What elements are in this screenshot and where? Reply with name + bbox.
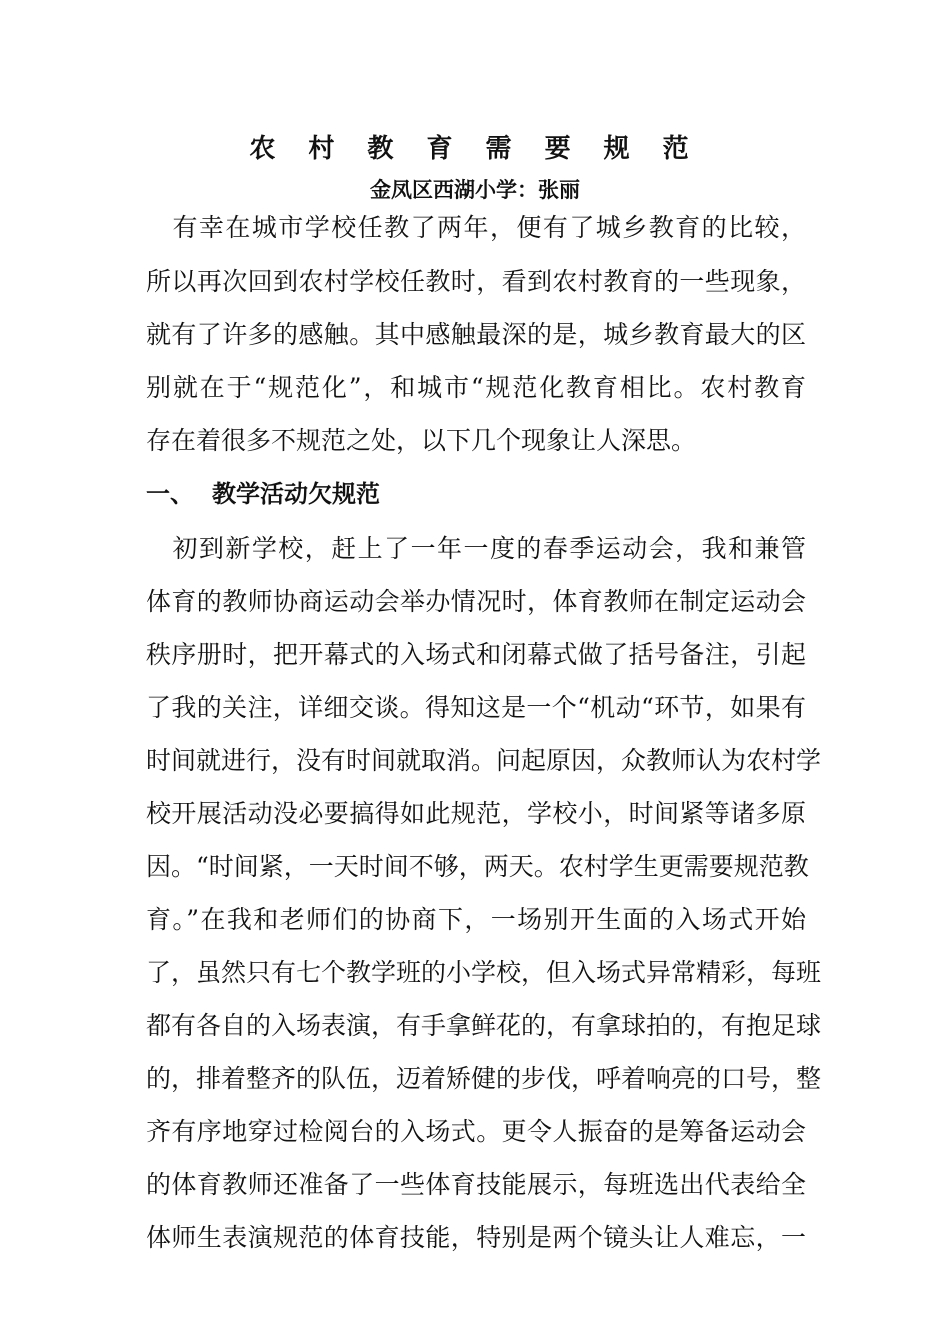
body-line: 齐有序地穿过检阅台的入场式。更令人振奋的是筹备运动会 [146, 1117, 806, 1146]
intro-line: 所以再次回到农村学校任教时，看到农村教育的一些现象， [146, 267, 806, 296]
body-line: 秩序册时，把开幕式的入场式和闭幕式做了括号备注，引起 [146, 640, 806, 669]
section-number: 一、 [146, 480, 194, 508]
body-line: 体师生表演规范的体育技能，特别是两个镜头让人难忘，一 [146, 1223, 806, 1252]
section-title: 教学活动欠规范 [212, 480, 380, 508]
body-line: 校开展活动没必要搞得如此规范，学校小，时间紧等诸多原 [146, 799, 806, 828]
intro-line: 别就在于“规范化”，和城市“规范化教育相比。农村教育 [146, 373, 806, 402]
section-heading [146, 477, 806, 511]
intro-line: 有幸在城市学校任教了两年，便有了城乡教育的比较， [146, 213, 806, 242]
author-line: 金凤区西湖小学：张丽 [370, 178, 580, 202]
body-line: 体育的教师协商运动会举办情况时，体育教师在制定运动会 [146, 587, 806, 616]
intro-line: 存在着很多不规范之处，以下几个现象让人深思。 [146, 426, 697, 455]
body-line: 育。”在我和老师们的协商下，一场别开生面的入场式开始 [146, 905, 806, 934]
document-title: 农 村 教 育 需 要 规 范 [249, 134, 701, 164]
body-line: 的，排着整齐的队伍，迈着矫健的步伐，呼着响亮的口号，整 [146, 1064, 822, 1093]
body-line: 都有各自的入场表演，有手拿鲜花的，有拿球拍的，有抱足球 [146, 1011, 822, 1040]
body-line: 了，虽然只有七个教学班的小学校，但入场式异常精彩，每班 [146, 958, 822, 987]
body-line: 时间就进行，没有时间就取消。问起原因，众教师认为农村学 [146, 746, 822, 775]
body-line: 了我的关注，详细交谈。得知这是一个“机动“环节，如果有 [146, 693, 806, 722]
body-line: 的体育教师还准备了一些体育技能展示，每班选出代表给全 [146, 1170, 806, 1199]
body-line: 初到新学校，赶上了一年一度的春季运动会，我和兼管 [146, 534, 806, 563]
intro-line: 就有了许多的感触。其中感触最深的是，城乡教育最大的区 [146, 320, 806, 349]
body-line: 因。“时间紧，一天时间不够，两天。农村学生更需要规范教 [146, 852, 809, 881]
